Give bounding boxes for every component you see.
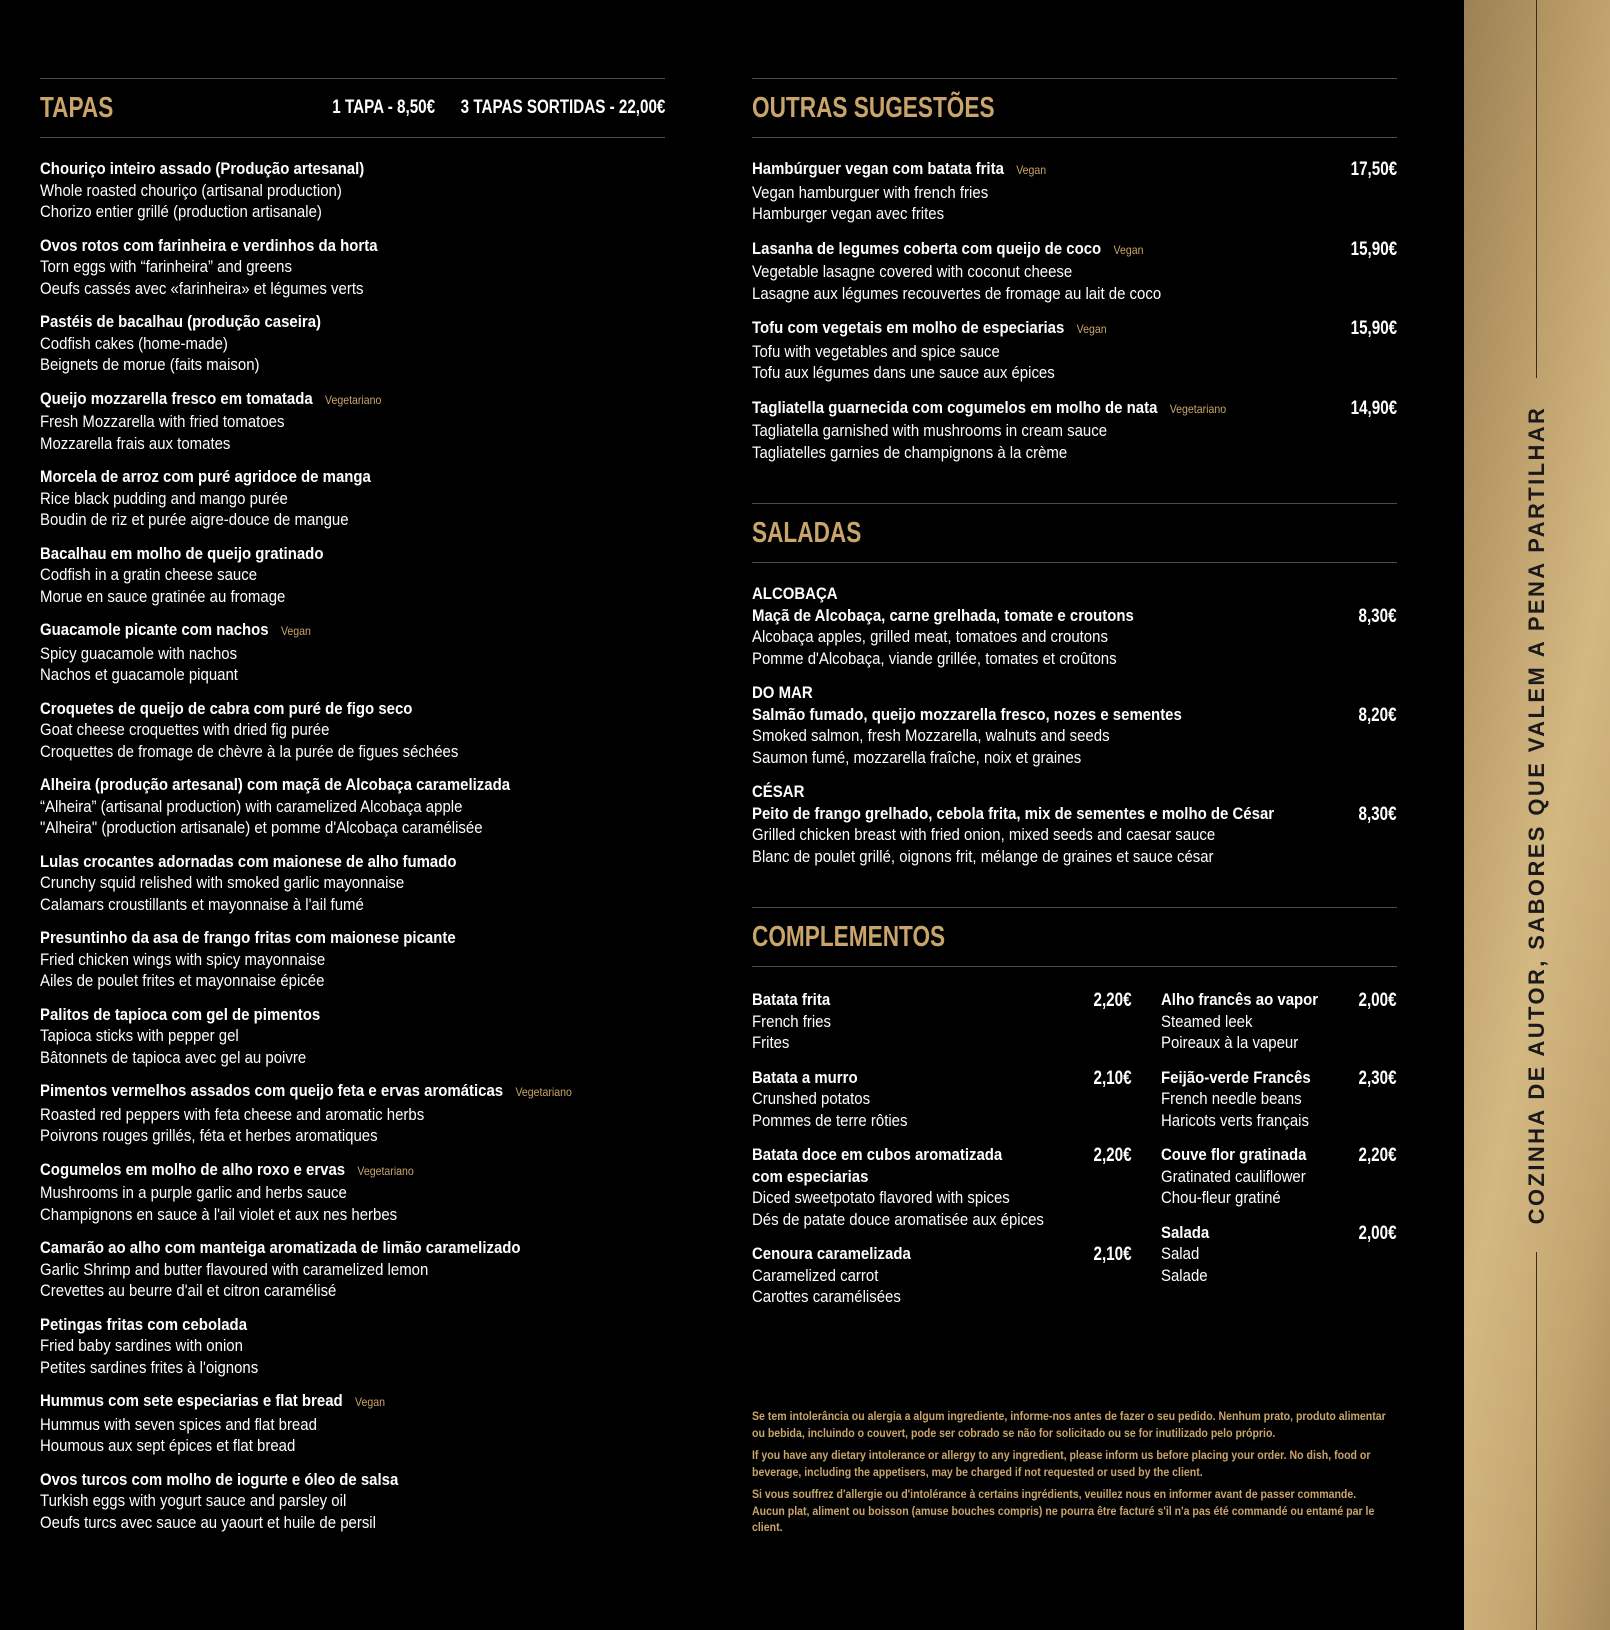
menu-item-text [1161,1144,1349,1209]
menu-item [1161,1144,1397,1209]
menu-item-name-text: Feijão-verde Francês [1161,1067,1311,1087]
menu-item-name-text: Pimentos vermelhos assados com queijo feta e ervas aromáticas [40,1081,504,1100]
menu-item-name [40,466,590,488]
menu-item-text [752,397,1339,464]
diet-tag: Vegan [280,624,311,638]
diet-tag: Vegan [1016,163,1047,177]
menu-item-text [40,1159,665,1226]
menu-item-french: Croquettes de fromage de chèvre à la purée de figues séchées [40,741,459,761]
menu-item-text [752,989,1084,1054]
menu-item-name-text: Chouriço inteiro assado (Produção artesanal) [40,159,365,178]
menu-item-french: Chorizo entier grillé (production artisanale) [40,202,322,221]
disclaimer-en: If you have any dietary intolerance or allergy to any ingredient, please inform us before placing your order. No dish, food or beverage, including the appetisers, may be charged if not requested or used by the client. [752,1448,1371,1479]
menu-item [40,1314,665,1379]
menu-item-text [40,543,665,608]
menu-item-french: Boudin de riz et purée aigre-douce de mangue [40,510,349,529]
side-banner [1464,0,1610,1630]
complementos-right-column [1161,989,1397,1321]
menu-item-english: Garlic Shrimp and butter flavoured with caramelized lemon [40,1259,429,1279]
menu-item-french: Mozzarella frais aux tomates [40,433,231,453]
menu-item-text [752,781,1349,867]
diet-tag: Vegan [1076,322,1107,336]
complementos-left-column [752,989,1131,1321]
menu-item-text [40,1390,665,1457]
menu-item-english: Tapioca sticks with pepper gel [40,1026,239,1045]
menu-item-name [40,1237,590,1259]
menu-item [40,698,665,763]
menu-item-name [40,1390,590,1414]
menu-item-text [40,311,665,376]
menu-item-french: "Alheira" (production artisanale) et pomme d'Alcobaça caramélisée [40,818,483,837]
menu-item-text [40,927,665,992]
menu-item-name [752,397,1268,421]
menu-item-text [40,158,665,223]
menu-item-french: Crevettes au beurre d'ail et citron caramélisé [40,1281,337,1300]
menu-item-price: 2,20€ [1093,990,1132,1011]
menu-item-name-text: Batata a murro [752,1067,858,1087]
menu-item-english: Vegan hamburguer with french fries [752,182,989,202]
menu-item [40,1469,665,1534]
menu-item-french: Houmous aux sept épices et flat bread [40,1436,296,1455]
menu-item-text [40,1004,665,1069]
menu-item-name-text: Batata frita [752,990,831,1009]
menu-item-english: French fries [752,1011,831,1031]
menu-item-english: Fried baby sardines with onion [40,1336,243,1355]
menu-item-name [752,704,1278,726]
menu-item-french: Saumon fumé, mozzarella fraîche, noix et graines [752,747,1082,767]
menu-item-text [752,682,1349,768]
disclaimer-fr: Si vous souffrez d'allergie ou d'intolérance à certains ingrédients, veuillez nous en informer avant de passer commande. Aucun plat, aliment ou boisson (amuse bouches compris) ne pourra être facturé s'il n'a pas été commandé ou entamé par le client. [752,1487,1375,1534]
menu-item-name [40,851,590,873]
menu-item-english: Whole roasted chouriço (artisanal production) [40,180,342,200]
menu-item-english: Caramelized carrot [752,1265,879,1285]
menu-item-english: Vegetable lasagne covered with coconut cheese [752,262,1073,281]
menu-item-english: Codfish in a gratin cheese sauce [40,565,258,584]
menu-item-french: Calamars croustillants et mayonnaise à l'ail fumé [40,894,364,914]
menu-item [752,989,1131,1054]
menu-item-text [40,774,665,839]
menu-item-name-text: Salmão fumado, queijo mozzarella fresco, nozes e sementes [752,704,1182,724]
menu-item-name-text: Cogumelos em molho de alho roxo e ervas [40,1159,346,1179]
outras-section [752,78,1397,463]
menu-item-english: French needle beans [1161,1089,1302,1108]
complementos-section [752,907,1397,1321]
menu-item-french: Chou-fleur gratiné [1161,1188,1282,1207]
menu-item-name-text: Salada [1161,1222,1210,1242]
menu-item-name-cont: com especiarias [752,1166,869,1186]
menu-item-text [752,317,1339,384]
menu-item-english: “Alheira” (artisanal production) with caramelized Alcobaça apple [40,796,463,816]
menu-item-name-text: Tagliatella guarnecida com cogumelos em molho de nata [752,397,1158,417]
menu-item-english: Mushrooms in a purple garlic and herbs sauce [40,1183,347,1202]
menu-item-price: 2,00€ [1358,990,1397,1011]
menu-item-english: Alcobaça apples, grilled meat, tomatoes and croutons [752,627,1108,646]
menu-item-name [752,605,1278,627]
menu-item-french: Blanc de poulet grillé, oignons frit, mélange de graines et sauce césar [752,846,1214,866]
menu-item [40,851,665,916]
menu-item-price: 8,30€ [1358,803,1397,825]
menu-item [1161,989,1397,1054]
diet-tag: Vegetariano [325,392,382,407]
tapas-price-single: 1 TAPA - 8,50€ [331,97,435,118]
menu-item-text [752,1243,1084,1308]
menu-item-name [40,543,590,565]
menu-item-english: Tofu with vegetables and spice sauce [752,341,1000,361]
menu-item [752,1067,1131,1132]
salad-group-name: DO MAR [752,683,813,702]
outras-list [752,138,1397,463]
complementos-grid [752,967,1397,1321]
menu-item-french: Tofu aux légumes dans une sauce aux épices [752,363,1055,382]
menu-item-name-text: Pastéis de bacalhau (produção caseira) [40,312,322,331]
menu-item-price: 2,20€ [1358,1145,1397,1166]
menu-item [40,311,665,376]
diet-tag: Vegetariano [357,1163,414,1178]
menu-item-name-text: Peito de frango grelhado, cebola frita, mix de sementes e molho de César [752,803,1275,823]
menu-item-text [40,619,665,686]
menu-item-name-text: Petingas fritas com cebolada [40,1314,248,1334]
menu-item-french: Carottes caramélisées [752,1287,901,1306]
menu-item-english: Codfish cakes (home-made) [40,333,228,353]
menu-item-name [1161,1222,1327,1244]
menu-item-text [1161,1222,1349,1287]
menu-item-name-text: Croquetes de queijo de cabra com puré de figo seco [40,698,413,718]
menu-item-name-text: Guacamole picante com nachos [40,620,269,639]
menu-item-text [40,1237,665,1302]
menu-item-text [40,1314,665,1379]
menu-item-name [1161,989,1327,1011]
menu-item [40,1080,665,1147]
menu-item-text [752,1144,1084,1230]
menu-item [40,774,665,839]
menu-item [40,1004,665,1069]
menu-item-name [40,388,590,412]
right-column [752,78,1397,1321]
allergy-disclaimer [752,1408,1392,1542]
menu-item-name [1161,1067,1327,1089]
menu-item-name [40,158,590,180]
menu-item-name-text: Lasanha de legumes coberta com queijo de coco [752,238,1102,258]
menu-item-price: 2,00€ [1358,1222,1397,1244]
saladas-header [752,504,1397,562]
menu-item-french: Hamburger vegan avec frites [752,204,945,223]
complementos-header [752,908,1397,966]
menu-item-french: Pommes de terre rôties [752,1110,908,1130]
menu-item-english: Smoked salmon, fresh Mozzarella, walnuts and seeds [752,726,1110,745]
menu-item-text [40,235,665,300]
menu-item-name-text: Morcela de arroz com puré agridoce de manga [40,467,371,486]
menu-item [40,1159,665,1226]
menu-item-text [752,238,1339,305]
tapas-prices [332,97,665,119]
menu-item-name [752,1144,1044,1166]
diet-tag: Vegan [354,1395,385,1409]
menu-item [40,388,665,455]
menu-item-name [40,774,590,796]
menu-item [752,158,1397,225]
menu-item-text [752,158,1339,225]
menu-item [752,1243,1131,1308]
menu-item-french: Poivrons rouges grillés, féta et herbes aromatiques [40,1126,378,1145]
menu-item-text [40,1469,665,1534]
menu-item-name-text: Hambúrguer vegan com batata frita [752,159,1004,178]
menu-item-text [1161,1067,1349,1132]
tapas-column [40,78,665,1545]
tapas-title: TAPAS [40,91,114,124]
menu-item-price: 14,90€ [1350,397,1397,419]
menu-item-name-text: Bacalhau em molho de queijo gratinado [40,543,324,563]
menu-item [40,158,665,223]
diet-tag: Vegetariano [1169,401,1227,416]
menu-item [1161,1067,1397,1132]
menu-item [1161,1222,1397,1287]
menu-item-name-text: Lulas crocantes adornadas com maionese de alho fumado [40,851,457,871]
menu-item-price: 15,90€ [1350,238,1397,260]
menu-item-text [40,466,665,531]
saladas-section [752,503,1397,867]
menu-item-name-text: Alheira (produção artesanal) com maçã de Alcobaça caramelizada [40,775,511,794]
menu-item-english: Fried chicken wings with spicy mayonnaise [40,949,326,969]
menu-item-name [752,238,1268,262]
menu-item-english: Steamed leek [1161,1011,1253,1031]
menu-item-name-text: Alho francês ao vapor [1161,990,1319,1009]
menu-item-name-text: Ovos rotos com farinheira e verdinhos da horta [40,235,378,255]
menu-item-price: 8,20€ [1358,704,1397,726]
menu-item-price: 2,10€ [1093,1244,1132,1265]
menu-item-name [752,1243,1044,1265]
menu-item [40,235,665,300]
menu-item-price: 2,10€ [1093,1067,1132,1089]
menu-item [40,466,665,531]
saladas-title: SALADAS [752,516,862,549]
menu-item-name [752,1067,1044,1089]
menu-item-french: Poireaux à la vapeur [1161,1033,1299,1052]
menu-item-english: Roasted red peppers with feta cheese and aromatic herbs [40,1104,425,1124]
menu-item-name [752,989,1044,1011]
menu-item-price: 17,50€ [1350,159,1397,180]
tapas-list [40,138,665,1533]
menu-item-name [40,1080,590,1104]
menu-item-name-text: Tofu com vegetais em molho de especiarias [752,318,1065,337]
menu-item-name [40,1314,590,1336]
menu-item-price: 8,30€ [1358,605,1397,627]
menu-item-name-text: Maçã de Alcobaça, carne grelhada, tomate e croutons [752,605,1134,625]
menu-item-name [752,803,1278,825]
menu-item-name [40,698,590,720]
menu-item-price: 15,90€ [1350,318,1397,339]
menu-item-french: Morue en sauce gratinée au fromage [40,586,286,606]
menu-item-english: Crunshed potatos [752,1089,871,1108]
menu-item-english: Crunchy squid relished with smoked garlic mayonnaise [40,873,405,892]
menu-item-name [40,311,590,333]
menu-item-name [1161,1144,1327,1166]
menu-item-english: Fresh Mozzarella with fried tomatoes [40,412,285,431]
menu-item [752,682,1397,768]
outras-header [752,79,1397,137]
menu-item-english: Diced sweetpotato flavored with spices [752,1188,1010,1207]
menu-item-name [40,1004,590,1026]
menu-item-name [752,158,1268,182]
menu-item-french: Champignons en sauce à l'ail violet et aux nes herbes [40,1204,398,1224]
complementos-title: COMPLEMENTOS [752,920,946,953]
menu-item [752,781,1397,867]
menu-item-french: Beignets de morue (faits maison) [40,355,260,374]
menu-item-french: Pomme d'Alcobaça, viande grillée, tomates et croûtons [752,648,1117,668]
menu-item-french: Oeufs cassés avec «farinheira» et légumes verts [40,278,364,298]
menu-item-name-text: Camarão ao alho com manteiga aromatizada de limão caramelizado [40,1238,521,1257]
menu-item-text [40,851,665,916]
menu-item-english: Hummus with seven spices and flat bread [40,1414,317,1434]
menu-item-text [40,1080,665,1147]
diet-tag: Vegan [1113,242,1144,257]
menu-item-text [40,388,665,455]
menu-item-price: 2,30€ [1358,1067,1397,1089]
menu-item-name [40,1469,590,1491]
menu-item-name-text: Couve flor gratinada [1161,1145,1307,1164]
menu-item-price: 2,20€ [1093,1145,1132,1166]
menu-item-name-text: Queijo mozzarella fresco em tomatada [40,388,313,408]
menu-item-english: Goat cheese croquettes with dried fig purée [40,720,330,739]
disclaimer-pt: Se tem intolerância ou alergia a algum ingrediente, informe-nos antes de fazer o seu pedido. Nenhum prato, produto alimentar ou bebida, incluindo o couvert, pode ser cobrado se não for solicitado ou se for inutilizado pelo próprio. [752,1409,1386,1440]
menu-item [752,583,1397,669]
menu-item [40,1237,665,1302]
menu-item-english: Torn eggs with “farinheira” and greens [40,257,292,276]
menu-item-french: Petites sardines frites à l'oignons [40,1357,259,1377]
menu-item-english: Gratinated cauliflower [1161,1166,1306,1186]
menu-item-french: Tagliatelles garnies de champignons à la crème [752,442,1068,462]
menu-item [752,238,1397,305]
menu-item-name [40,235,590,257]
menu-item-name-text: Presuntinho da asa de frango fritas com maionese picante [40,928,456,947]
diet-tag: Vegetariano [515,1085,572,1099]
menu-item-text [752,1067,1084,1132]
menu-item-english: Turkish eggs with yogurt sauce and parsley oil [40,1491,347,1510]
menu-item-english: Spicy guacamole with nachos [40,643,238,663]
menu-item [40,543,665,608]
menu-item [40,927,665,992]
menu-item-french: Haricots verts français [1161,1110,1310,1130]
outras-title: OUTRAS SUGESTÕES [752,91,995,124]
salad-group-name: CÉSAR [752,782,805,801]
menu-item-name [752,317,1268,341]
menu-item [752,317,1397,384]
menu-item-text [40,698,665,763]
menu-item [752,1144,1131,1230]
menu-item-name-text: Palitos de tapioca com gel de pimentos [40,1004,321,1024]
menu-item-text [752,583,1349,669]
side-divider-top [1536,0,1537,378]
saladas-list [752,563,1397,867]
menu-item [40,1390,665,1457]
tapas-header [40,79,665,137]
side-divider-bottom [1536,1252,1537,1630]
side-slogan: COZINHA DE AUTOR, SABORES QUE VALEM A PENA PARTILHAR [1524,405,1549,1225]
menu-item-french: Dés de patate douce aromatisée aux épices [752,1209,1044,1229]
menu-item-french: Oeufs turcs avec sauce au yaourt et huile de persil [40,1512,376,1532]
tapas-price-assorted: 3 TAPAS SORTIDAS - 22,00€ [460,97,665,118]
salad-group-name: ALCOBAÇA [752,584,838,603]
menu-item-french: Nachos et guacamole piquant [40,665,238,684]
menu-item-english: Rice black pudding and mango purée [40,488,288,508]
menu-item-english: Tagliatella garnished with mushrooms in cream sauce [752,421,1108,440]
menu-item-english: Salad [1161,1244,1200,1263]
menu-item [40,619,665,686]
menu-item-name [40,927,590,949]
menu-item-name-text: Hummus com sete especiarias e flat bread [40,1391,343,1410]
menu-item-french: Lasagne aux légumes recouvertes de fromage au lait de coco [752,283,1162,303]
menu-item [752,397,1397,464]
menu-item-french: Ailes de poulet frites et mayonnaise épicée [40,971,325,990]
menu-item-text [1161,989,1349,1054]
menu-item-name [40,1159,590,1183]
menu-item-name [40,619,590,643]
menu-item-french: Frites [752,1033,790,1052]
menu-item-name-text: Ovos turcos com molho de iogurte e óleo de salsa [40,1469,399,1489]
menu-item-name-text: Batata doce em cubos aromatizada [752,1145,1003,1164]
menu-item-french: Bâtonnets de tapioca avec gel au poivre [40,1047,307,1067]
menu-item-name-text: Cenoura caramelizada [752,1244,911,1263]
menu-item-english: Grilled chicken breast with fried onion, mixed seeds and caesar sauce [752,825,1216,844]
menu-item-french: Salade [1161,1265,1208,1285]
